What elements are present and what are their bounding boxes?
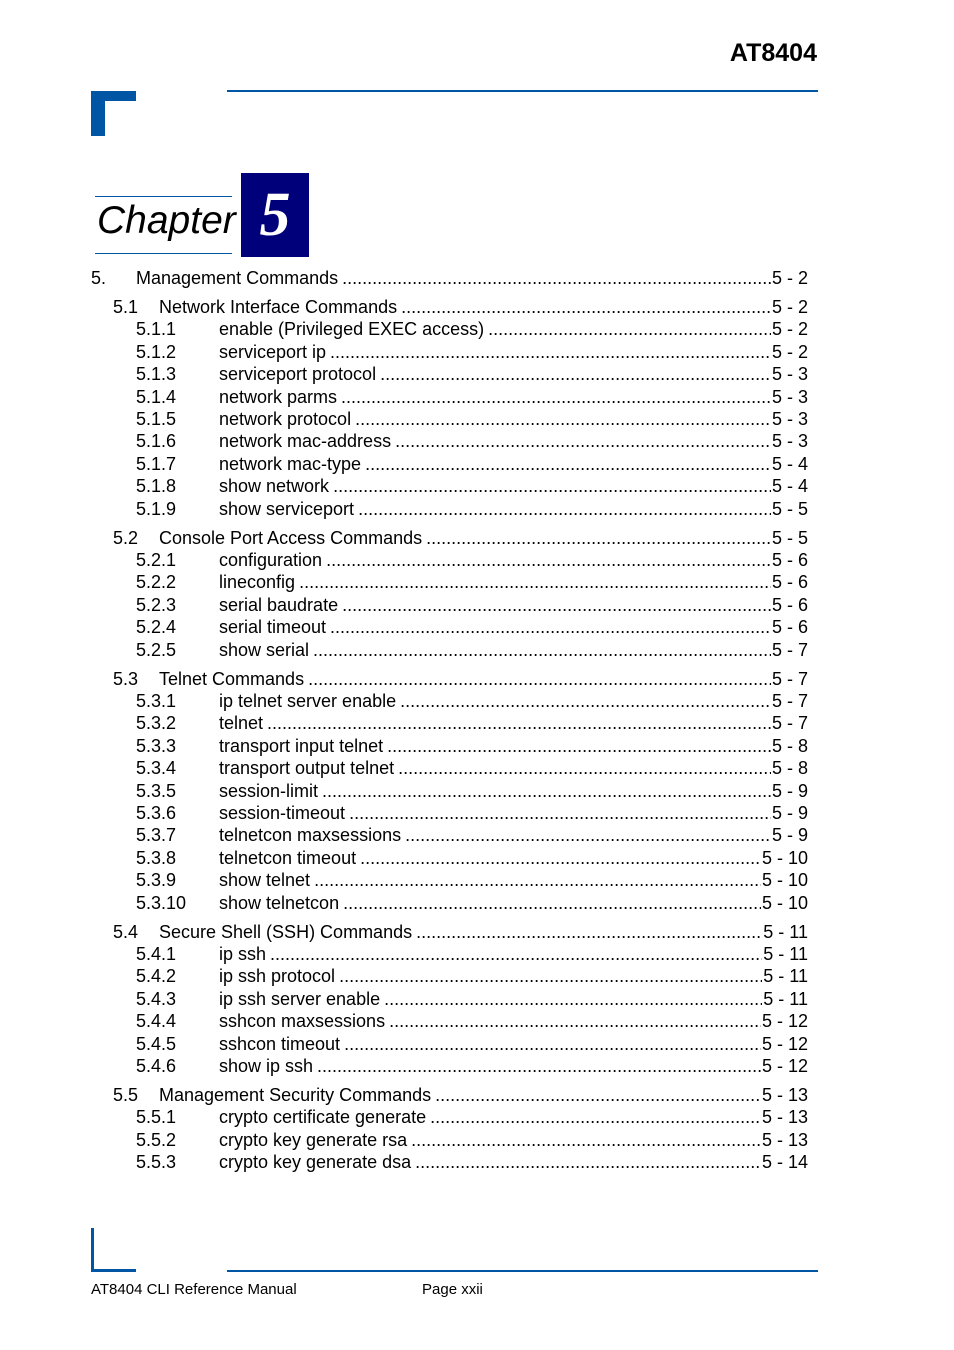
- toc-entry-page: 5 - 10: [761, 892, 808, 913]
- toc-entry[interactable]: [136, 1151, 808, 1173]
- toc-entry-number: 5.1.5: [136, 409, 177, 429]
- toc-dot-leader: [322, 780, 771, 802]
- toc-entry-number: 5.3.5: [136, 780, 177, 801]
- toc-entry-page: 5 - 10: [761, 870, 808, 891]
- toc-entry-number: 5.5.3: [136, 1152, 177, 1173]
- toc-entry-number: 5.1.3: [136, 364, 177, 385]
- toc-entry[interactable]: [136, 1106, 808, 1128]
- toc-entry-title: transport output telnet: [219, 758, 395, 779]
- toc-dot-leader: [405, 824, 771, 846]
- toc-dot-leader: [270, 943, 762, 965]
- toc-entry[interactable]: [113, 296, 808, 318]
- toc-dot-leader: [400, 690, 771, 712]
- toc-dot-leader: [389, 1010, 761, 1032]
- toc-entry-page: 5 - 7: [771, 639, 808, 660]
- toc-dot-leader: [341, 386, 771, 408]
- toc-entry-title: crypto key generate rsa: [219, 1129, 408, 1150]
- toc-entry-number: 5.1.4: [136, 386, 177, 407]
- toc-entry-page: 5 - 3: [771, 409, 808, 429]
- toc-entry[interactable]: [136, 616, 808, 638]
- toc-entry[interactable]: [136, 386, 808, 408]
- toc-entry[interactable]: [136, 639, 808, 661]
- toc-entry-title: Telnet Commands: [159, 668, 305, 689]
- toc-entry-title: ip ssh protocol: [219, 966, 336, 987]
- toc-entry-page: 5 - 6: [771, 550, 808, 570]
- toc-entry[interactable]: [113, 527, 808, 549]
- toc-entry-page: 5 - 9: [771, 825, 808, 846]
- toc-entry-page: 5 - 5: [771, 498, 808, 519]
- toc-entry-page: 5 - 4: [771, 453, 808, 474]
- toc-entry-number: 5.4.4: [136, 1011, 177, 1032]
- toc-entry-page: 5 - 13: [761, 1107, 808, 1128]
- toc-entry-number: 5.4.1: [136, 944, 177, 964]
- toc-dot-leader: [330, 616, 771, 638]
- toc-entry-number: 5.3.2: [136, 713, 177, 734]
- toc-entry-number: 5.2: [113, 527, 139, 548]
- toc-entry[interactable]: [136, 1129, 808, 1151]
- toc-entry[interactable]: [136, 571, 808, 593]
- toc-entry[interactable]: [136, 869, 808, 891]
- toc-entry-number: 5.3: [113, 668, 139, 689]
- toc-entry-page: 5 - 2: [771, 319, 808, 340]
- toc-dot-leader: [411, 1129, 761, 1151]
- toc-entry-number: 5.: [91, 268, 107, 288]
- toc-dot-leader: [387, 735, 771, 757]
- toc-entry-number: 5.2.2: [136, 572, 177, 593]
- toc-entry-number: 5.3.4: [136, 758, 177, 779]
- toc-entry-page: 5 - 8: [771, 735, 808, 756]
- toc-dot-leader: [360, 847, 761, 869]
- toc-entry[interactable]: [91, 267, 808, 289]
- toc-entry-number: 5.1.7: [136, 453, 177, 474]
- toc-entry-number: 5.1.6: [136, 431, 177, 452]
- toc-dot-leader: [349, 802, 771, 824]
- toc-entry[interactable]: [136, 735, 808, 757]
- toc-entry-title: session-limit: [219, 780, 319, 801]
- toc-entry-title: configuration: [219, 550, 323, 570]
- document-title: AT8404: [729, 39, 817, 67]
- toc-entry[interactable]: [136, 847, 808, 869]
- toc-entry[interactable]: [136, 690, 808, 712]
- toc-entry-title: ip ssh: [219, 944, 267, 964]
- toc-entry-number: 5.4.5: [136, 1033, 177, 1054]
- toc-entry-number: 5.3.7: [136, 825, 177, 846]
- toc-dot-leader: [416, 921, 762, 943]
- toc-entry[interactable]: [136, 430, 808, 452]
- toc-entry-title: Management Commands: [136, 268, 339, 288]
- toc-entry-number: 5.1.1: [136, 319, 177, 340]
- toc-entry-number: 5.2.5: [136, 639, 177, 660]
- toc-entry-title: Secure Shell (SSH) Commands: [159, 921, 413, 942]
- toc-entry-number: 5.2.1: [136, 550, 177, 570]
- toc-entry[interactable]: [136, 498, 808, 520]
- toc-entry-page: 5 - 2: [771, 268, 808, 288]
- toc-entry-page: 5 - 2: [771, 297, 808, 317]
- toc-dot-leader: [380, 363, 771, 385]
- toc-entry-title: sshcon timeout: [219, 1033, 341, 1054]
- toc-entry[interactable]: [136, 549, 808, 571]
- toc-entry-title: Network Interface Commands: [159, 297, 398, 317]
- toc-entry-number: 5.3.10: [136, 892, 187, 913]
- toc-dot-leader: [330, 341, 771, 363]
- toc-entry-title: network mac-address: [219, 431, 392, 452]
- toc-entry-page: 5 - 14: [761, 1152, 808, 1173]
- toc-entry-title: crypto key generate dsa: [219, 1152, 412, 1173]
- toc-entry-page: 5 - 2: [771, 341, 808, 362]
- toc-entry[interactable]: [136, 1033, 808, 1055]
- toc-entry-title: show network: [219, 476, 330, 497]
- toc-entry-number: 5.1.8: [136, 476, 177, 497]
- footer-page-label: Page xxii: [422, 1281, 483, 1298]
- toc-dot-leader: [342, 594, 771, 616]
- toc-entry-page: 5 - 4: [771, 476, 808, 497]
- chapter-rule-bottom: [95, 253, 232, 254]
- toc-entry-title: network mac-type: [219, 453, 362, 474]
- corner-mark-top-vertical: [91, 91, 105, 136]
- toc-entry[interactable]: [136, 475, 808, 497]
- toc-entry[interactable]: [136, 712, 808, 734]
- toc-entry-title: telnetcon timeout: [219, 847, 357, 868]
- toc-entry[interactable]: [136, 318, 808, 340]
- toc-entry-title: show ip ssh: [219, 1056, 314, 1076]
- toc-entry-title: show serviceport: [219, 498, 355, 519]
- toc-entry-page: 5 - 3: [771, 386, 808, 407]
- corner-mark-bottom-vertical: [91, 1228, 94, 1272]
- toc-entry-number: 5.3.8: [136, 847, 177, 868]
- toc-entry-number: 5.5.1: [136, 1107, 177, 1128]
- toc-entry-title: session-timeout: [219, 803, 346, 823]
- toc-entry-title: enable (Privileged EXEC access): [219, 319, 485, 340]
- toc-entry-title: show telnet: [219, 870, 311, 891]
- toc-entry-number: 5.1.2: [136, 341, 177, 362]
- toc-entry-page: 5 - 11: [763, 988, 808, 1009]
- toc-entry-page: 5 - 12: [761, 1033, 808, 1054]
- toc-entry[interactable]: [136, 453, 808, 475]
- toc-entry-number: 5.4.2: [136, 966, 177, 987]
- chapter-label: Chapter: [97, 199, 236, 242]
- toc-entry-page: 5 - 9: [771, 780, 808, 801]
- toc-entry-number: 5.1: [113, 297, 139, 317]
- toc-entry-page: 5 - 3: [771, 431, 808, 452]
- toc-entry[interactable]: [136, 757, 808, 779]
- toc-entry-title: show telnetcon: [219, 892, 340, 913]
- toc-entry-title: crypto certificate generate: [219, 1107, 427, 1128]
- toc-entry-title: transport input telnet: [219, 735, 384, 756]
- toc-entry-page: 5 - 10: [761, 847, 808, 868]
- toc-entry-page: 5 - 6: [771, 594, 808, 615]
- toc-dot-leader: [488, 318, 771, 340]
- footer-rule: [227, 1270, 818, 1272]
- toc-entry-page: 5 - 13: [761, 1085, 808, 1105]
- toc-dot-leader: [415, 1151, 761, 1173]
- toc-dot-leader: [326, 549, 771, 571]
- toc-entry-title: serviceport protocol: [219, 364, 377, 385]
- toc-entry[interactable]: [136, 1010, 808, 1032]
- toc-entry-title: lineconfig: [219, 572, 296, 593]
- toc-entry-number: 5.4: [113, 921, 139, 942]
- toc-entry[interactable]: [136, 824, 808, 846]
- toc-entry-title: sshcon maxsessions: [219, 1011, 386, 1032]
- toc-entry-page: 5 - 11: [763, 944, 808, 964]
- corner-mark-bottom-horizontal: [91, 1269, 136, 1272]
- toc-entry-page: 5 - 6: [771, 617, 808, 638]
- toc-entry[interactable]: [136, 965, 808, 987]
- toc-dot-leader: [313, 639, 771, 661]
- toc-dot-leader: [395, 430, 771, 452]
- toc-entry-number: 5.3.6: [136, 803, 177, 823]
- toc-entry[interactable]: [136, 363, 808, 385]
- toc-entry-title: Management Security Commands: [159, 1085, 432, 1105]
- toc-entry[interactable]: [136, 408, 808, 430]
- toc-dot-leader: [344, 1033, 761, 1055]
- toc-dot-leader: [308, 668, 771, 690]
- toc-entry-number: 5.1.9: [136, 498, 177, 519]
- toc-entry-title: show serial: [219, 639, 310, 660]
- toc-dot-leader: [299, 571, 771, 593]
- footer-manual-name: AT8404 CLI Reference Manual: [91, 1281, 297, 1298]
- toc-entry[interactable]: [136, 780, 808, 802]
- toc-entry[interactable]: [136, 1055, 808, 1077]
- toc-dot-leader: [398, 757, 771, 779]
- toc-dot-leader: [426, 527, 771, 549]
- toc-entry[interactable]: [136, 594, 808, 616]
- toc-entry[interactable]: [136, 341, 808, 363]
- toc-entry-page: 5 - 11: [763, 921, 808, 942]
- toc-entry[interactable]: [136, 988, 808, 1010]
- toc-entry-page: 5 - 3: [771, 364, 808, 385]
- toc-entry[interactable]: [113, 1084, 808, 1106]
- toc-entry-page: 5 - 7: [771, 691, 808, 711]
- chapter-number-box: 5: [241, 173, 309, 257]
- toc-dot-leader: [339, 965, 762, 987]
- toc-entry-number: 5.2.3: [136, 594, 177, 615]
- toc-entry[interactable]: [136, 802, 808, 824]
- toc-dot-leader: [430, 1106, 761, 1128]
- toc-entry-title: network protocol: [219, 409, 352, 429]
- toc-entry-title: network parms: [219, 386, 338, 407]
- toc-entry-page: 5 - 5: [771, 527, 808, 548]
- toc-dot-leader: [342, 267, 771, 289]
- chapter-rule-top: [95, 196, 232, 197]
- toc-entry-number: 5.5.2: [136, 1129, 177, 1150]
- toc-dot-leader: [343, 892, 761, 914]
- toc-entry-title: serviceport ip: [219, 341, 327, 362]
- toc-dot-leader: [401, 296, 771, 318]
- toc-entry[interactable]: [136, 943, 808, 965]
- toc-entry-title: telnet: [219, 713, 264, 734]
- toc-entry-number: 5.4.3: [136, 988, 177, 1009]
- toc-entry-page: 5 - 8: [771, 758, 808, 779]
- toc-entry-title: serial baudrate: [219, 594, 339, 615]
- toc-dot-leader: [365, 453, 771, 475]
- toc-dot-leader: [333, 475, 771, 497]
- toc-entry-page: 5 - 12: [761, 1011, 808, 1032]
- toc-entry[interactable]: [113, 668, 808, 690]
- toc-dot-leader: [355, 408, 771, 430]
- toc-dot-leader: [267, 712, 771, 734]
- toc-entry-page: 5 - 7: [771, 668, 808, 689]
- toc-entry-title: ip telnet server enable: [219, 691, 397, 711]
- toc-dot-leader: [384, 988, 762, 1010]
- toc-entry-number: 5.2.4: [136, 617, 177, 638]
- toc-entry-title: Console Port Access Commands: [159, 527, 423, 548]
- toc-dot-leader: [314, 869, 761, 891]
- toc-entry-number: 5.3.9: [136, 870, 177, 891]
- toc-entry-title: ip ssh server enable: [219, 988, 381, 1009]
- toc-entry-title: telnetcon maxsessions: [219, 825, 402, 846]
- toc-entry-page: 5 - 7: [771, 713, 808, 734]
- toc-dot-leader: [317, 1055, 761, 1077]
- toc-entry-number: 5.3.3: [136, 735, 177, 756]
- toc-entry[interactable]: [136, 892, 808, 914]
- toc-entry-number: 5.4.6: [136, 1056, 177, 1076]
- toc-entry-number: 5.3.1: [136, 691, 177, 711]
- toc-entry-number: 5.5: [113, 1085, 139, 1105]
- toc-entry-page: 5 - 12: [761, 1056, 808, 1076]
- toc-entry-title: serial timeout: [219, 617, 327, 638]
- toc-entry-page: 5 - 6: [771, 572, 808, 593]
- toc-entry-page: 5 - 13: [761, 1129, 808, 1150]
- toc-dot-leader: [435, 1084, 761, 1106]
- header-rule: [227, 90, 818, 92]
- toc-entry-page: 5 - 9: [771, 803, 808, 823]
- toc-dot-leader: [358, 498, 771, 520]
- toc-entry[interactable]: [113, 921, 808, 943]
- toc-entry-page: 5 - 11: [763, 966, 808, 987]
